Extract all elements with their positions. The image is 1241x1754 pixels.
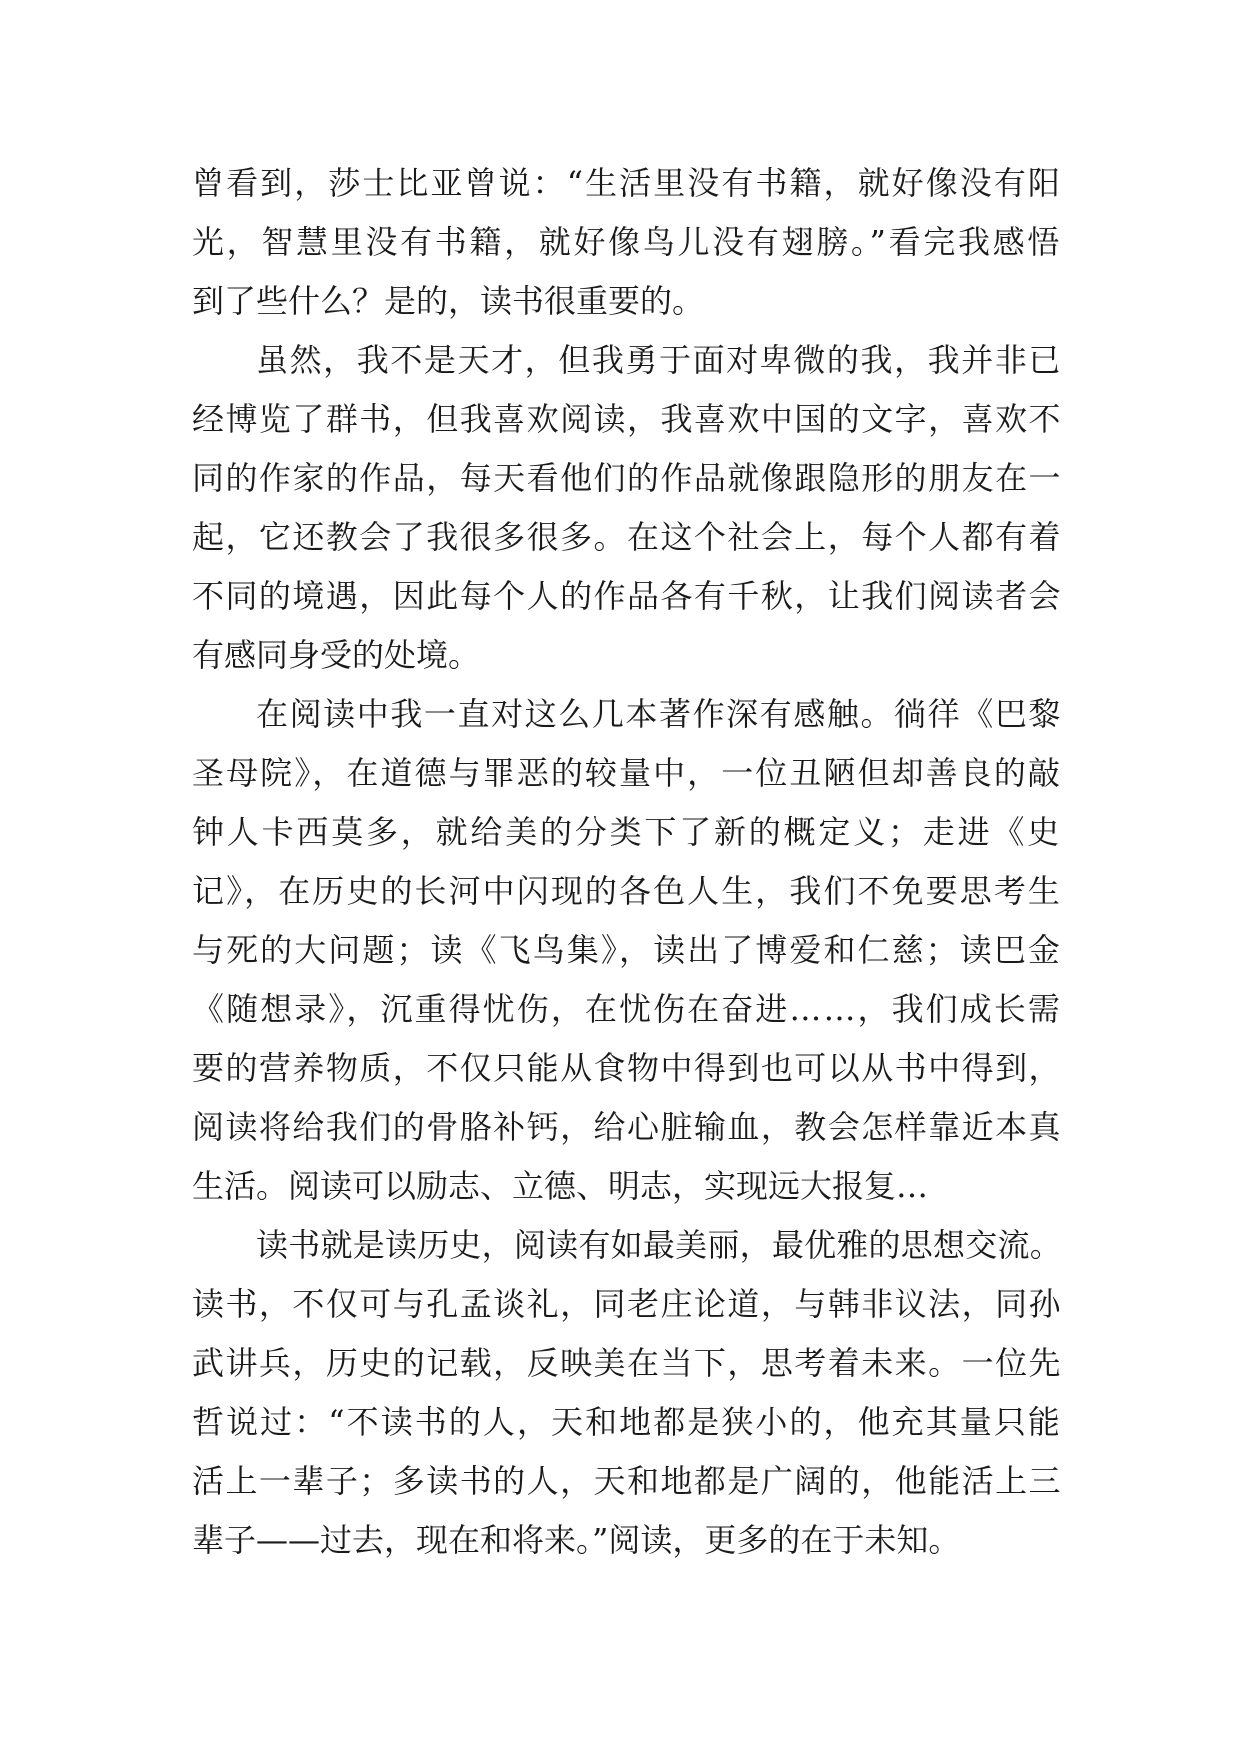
text-line: 经博览了群书，但我喜欢阅读，我喜欢中国的文字，喜欢不 [192, 400, 1062, 438]
text-line: 起，它还教会了我很多很多。在这个社会上，每个人都有着 [192, 518, 1062, 556]
text-line: 武讲兵，历史的记载，反映美在当下，思考着未来。一位先 [192, 1344, 1062, 1382]
text-line: 光，智慧里没有书籍，就好像鸟儿没有翅膀。”看完我感悟 [192, 223, 1062, 261]
text-line: 读书就是读历史，阅读有如最美丽，最优雅的思想交流。 [256, 1226, 1062, 1264]
text-line: 不同的境遇，因此每个人的作品各有千秋，让我们阅读者会 [192, 577, 1062, 615]
text-line: 要的营养物质，不仅只能从食物中得到也可以从书中得到， [192, 1049, 1062, 1087]
text-line: 记》，在历史的长河中闪现的各色人生，我们不免要思考生 [192, 872, 1062, 910]
text-line: 辈子——过去，现在和将来。”阅读，更多的在于未知。 [192, 1521, 961, 1559]
text-line: 有感同身受的处境。 [192, 636, 481, 674]
text-line: 与死的大问题；读《飞鸟集》，读出了博爱和仁慈；读巴金 [192, 931, 1062, 969]
text-line: 在阅读中我一直对这么几本著作深有感触。徜徉《巴黎 [256, 695, 1062, 733]
text-line: 同的作家的作品，每天看他们的作品就像跟隐形的朋友在一 [192, 459, 1062, 497]
text-line: 活上一辈子；多读书的人，天和地都是广阔的，他能活上三 [192, 1462, 1062, 1500]
text-line: 到了些什么？是的，读书很重要的。 [192, 282, 705, 320]
text-line: 圣母院》，在道德与罪恶的较量中，一位丑陋但却善良的敲 [192, 754, 1062, 792]
text-line: 曾看到，莎士比亚曾说：“生活里没有书籍，就好像没有阳 [192, 164, 1062, 202]
body-text [192, 154, 1062, 1570]
text-line: 生活。阅读可以励志、立德、明志，实现远大报复… [192, 1167, 929, 1205]
text-line: 钟人卡西莫多，就给美的分类下了新的概定义；走进《史 [192, 813, 1062, 851]
text-line: 《随想录》，沉重得忧伤，在忧伤在奋进……，我们成长需 [192, 990, 1062, 1028]
text-line: 哲说过：“不读书的人，天和地都是狭小的，他充其量只能 [192, 1403, 1062, 1441]
text-line: 读书，不仅可与孔孟谈礼，同老庄论道，与韩非议法，同孙 [192, 1285, 1062, 1323]
text-line: 虽然，我不是天才，但我勇于面对卑微的我，我并非已 [256, 341, 1062, 379]
text-line: 阅读将给我们的骨胳补钙，给心脏输血，教会怎样靠近本真 [192, 1108, 1062, 1146]
